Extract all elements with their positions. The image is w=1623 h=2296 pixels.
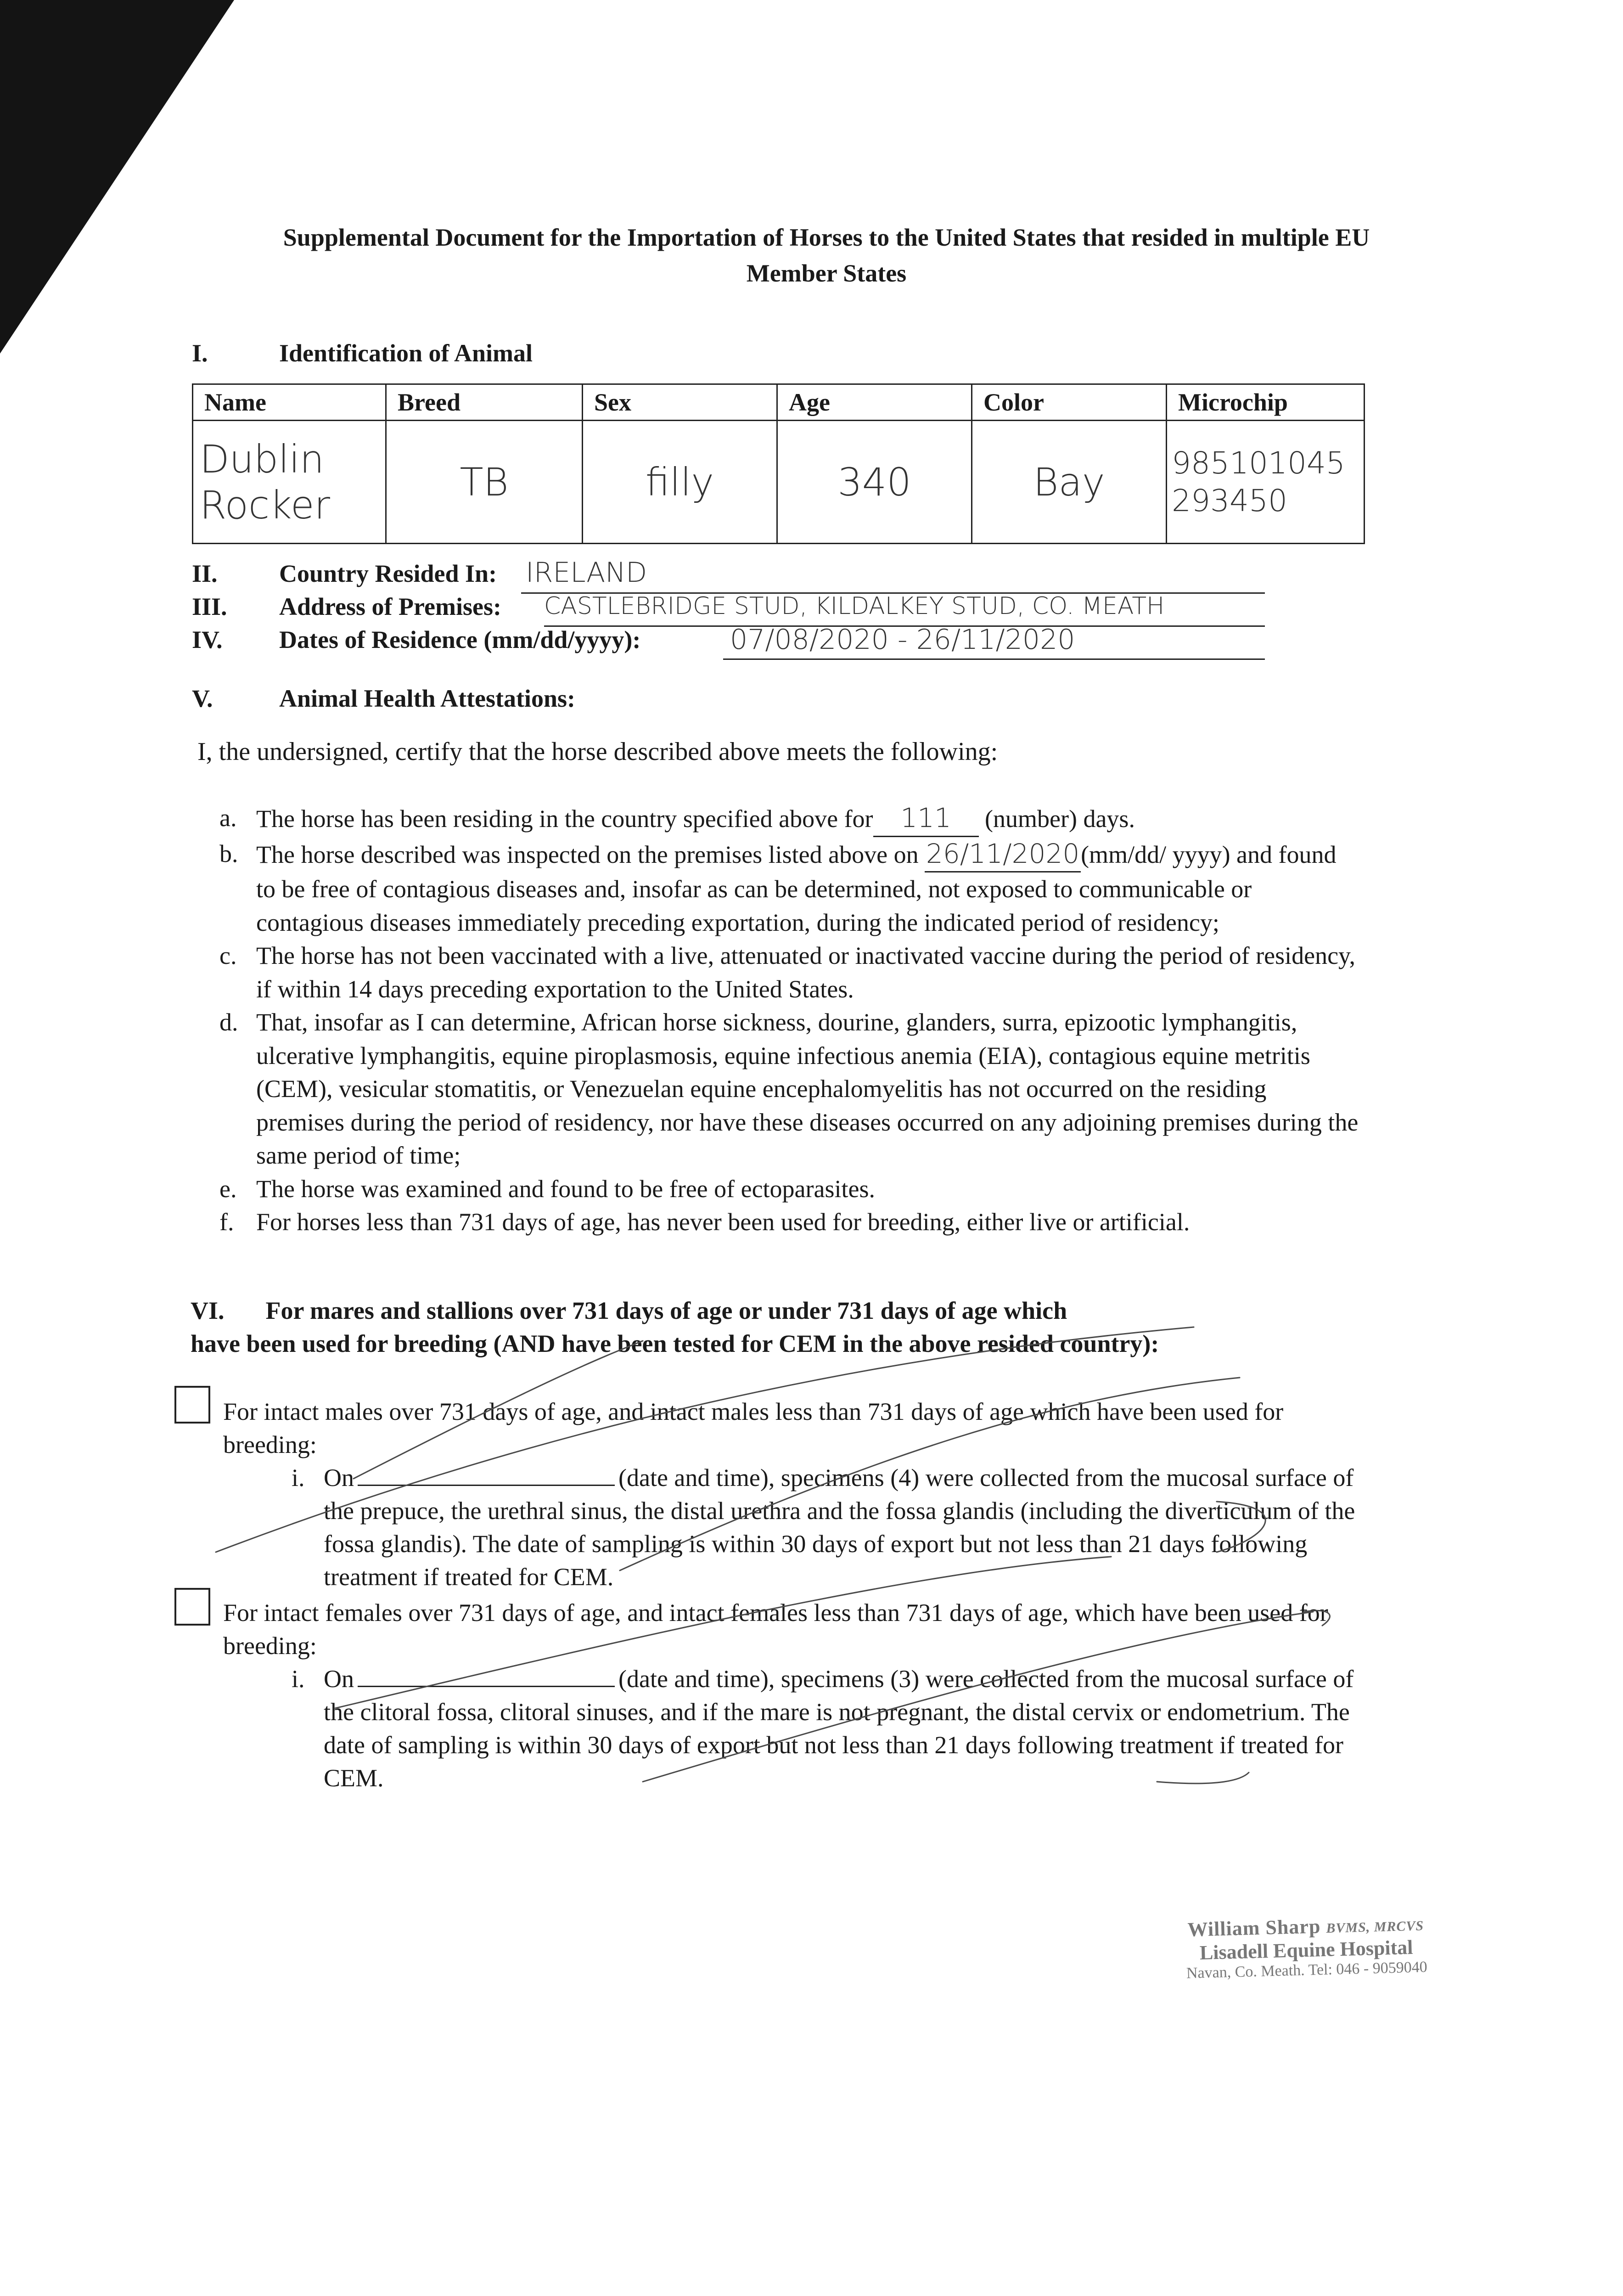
microchip-line-2: 293450 xyxy=(1172,483,1287,518)
section-title: Animal Health Attestations: xyxy=(279,685,575,712)
cell-name[interactable] xyxy=(193,421,386,544)
attestation-a xyxy=(219,801,1359,837)
dates-label: Dates of Residence (mm/dd/yyyy): xyxy=(279,626,641,653)
column-header-name: Name xyxy=(193,384,386,421)
attestation-c-text: The horse has not been vaccinated with a live, attenuated or inactivated vaccine during the period of residency, if within 14 days preceding exportation to the United States. xyxy=(256,942,1356,1003)
name-line-2: Rocker xyxy=(200,482,331,528)
stamp-address: Navan, Co. Meath. Tel: 046 - 9059040 xyxy=(1186,1958,1428,1982)
days-value: 111 xyxy=(900,802,951,833)
document-title: Supplemental Document for the Importation of Horses to the United States that resided in multiple EU Member States xyxy=(283,224,1370,287)
cell-color[interactable]: Bay xyxy=(972,421,1167,544)
section-6-heading-line-1 xyxy=(191,1294,1375,1327)
sub-item-number: i. xyxy=(292,1464,305,1491)
item-letter: a. xyxy=(219,804,237,832)
males-sub-item-text: (date and time), specimens (4) were collected from the mucosal surface of the prepuce, the urethral sinus, the distal urethra and the fossa glandis (including the diverticulum of the fossa glandis). The date of sampling is within 30 days of export but not less than 21 days following treatment if treated for CEM. xyxy=(324,1464,1355,1591)
attestation-b-pre: The horse described was inspected on the premises listed above on xyxy=(256,840,919,868)
females-paragraph: For intact females over 731 days of age, and intact females less than 731 days of age, which have been used for breeding: xyxy=(223,1599,1328,1660)
cell-age[interactable]: 340 xyxy=(777,421,972,544)
table-header-row xyxy=(193,384,1365,421)
item-letter: c. xyxy=(219,942,237,969)
section-number: III. xyxy=(192,593,227,620)
males-sample-date-field[interactable] xyxy=(358,1485,615,1486)
veterinarian-stamp xyxy=(1163,1911,1449,1983)
certification-intro: I, the undersigned, certify that the horse described above meets the following: xyxy=(197,737,998,766)
females-on-label: On xyxy=(324,1665,354,1693)
country-label: Country Resided In: xyxy=(279,560,497,587)
item-letter: f. xyxy=(219,1208,234,1236)
attestation-d xyxy=(219,1006,1359,1172)
cell-microchip[interactable] xyxy=(1167,421,1365,544)
item-letter: d. xyxy=(219,1008,238,1036)
country-value: IRELAND xyxy=(526,557,647,589)
attestation-a-pre: The horse has been residing in the country specified above for xyxy=(256,805,873,833)
stamp-credentials: BVMS, MRCVS xyxy=(1325,1918,1424,1936)
section-number: IV. xyxy=(192,626,223,653)
males-on-label: On xyxy=(324,1464,354,1491)
attestation-b-post: (mm/dd/ yyyy) and found to be free of contagious diseases and, insofar as can be determined, not exposed to communicable or contagious diseases immediately preceding exportation, during the indicated period of residency; xyxy=(256,840,1337,936)
females-sub-item-i xyxy=(292,1662,1370,1795)
females-sample-date-field[interactable] xyxy=(358,1686,615,1687)
column-header-color: Color xyxy=(972,384,1167,421)
dates-value: 07/08/2020 - 26/11/2020 xyxy=(730,624,1075,656)
attestation-f-text: For horses less than 731 days of age, has never been used for breeding, either live or artificial. xyxy=(256,1208,1190,1236)
section-number: II. xyxy=(192,560,218,587)
column-header-age: Age xyxy=(777,384,972,421)
item-letter: b. xyxy=(219,839,238,867)
females-checkbox[interactable] xyxy=(174,1588,210,1626)
table-row xyxy=(193,421,1365,544)
females-sub-item-text: (date and time), specimens (3) were collected from the mucosal surface of the clitoral fossa, clitoral sinuses, and if the mare is not pregnant, the distal cervix or endometrium. The date of sampling is within 30 days of export but not less than 21 days following treatment if treated for CEM. xyxy=(324,1665,1354,1792)
cell-breed[interactable]: TB xyxy=(386,421,583,544)
sub-item-number: i. xyxy=(292,1665,305,1693)
address-value: CASTLEBRIDGE STUD, KILDALKEY STUD, CO. MEATH xyxy=(544,592,1165,620)
attestation-f xyxy=(219,1205,1359,1239)
males-paragraph: For intact males over 731 days of age, and intact males less than 731 days of age which have been used for breeding: xyxy=(223,1398,1284,1458)
column-header-breed: Breed xyxy=(386,384,583,421)
section-6-heading xyxy=(191,1294,1375,1360)
days-field[interactable] xyxy=(873,801,979,837)
inspection-date-value: 26/11/2020 xyxy=(926,838,1080,869)
attestation-b xyxy=(219,837,1359,940)
attestation-list xyxy=(219,801,1359,1239)
section-number: I. xyxy=(192,339,208,367)
stamp-hospital: Lisadell Equine Hospital xyxy=(1199,1936,1414,1964)
attestation-a-post: (number) days. xyxy=(985,805,1135,833)
animal-identification-table xyxy=(192,383,1365,544)
address-label: Address of Premises: xyxy=(279,593,501,620)
microchip-line-1: 985101045 xyxy=(1172,445,1345,481)
cell-sex[interactable]: filly xyxy=(583,421,777,544)
stamp-name: William Sharp xyxy=(1187,1915,1321,1941)
item-letter: e. xyxy=(219,1175,237,1203)
section-number: VI. xyxy=(191,1297,225,1324)
attestation-e-text: The horse was examined and found to be free of ectoparasites. xyxy=(256,1175,875,1203)
males-checkbox[interactable] xyxy=(174,1386,210,1424)
name-line-1: Dublin xyxy=(200,436,325,482)
males-sub-item-i xyxy=(292,1461,1370,1593)
attestation-e xyxy=(219,1172,1359,1206)
column-header-sex: Sex xyxy=(583,384,777,421)
column-header-microchip: Microchip xyxy=(1167,384,1365,421)
section-number: V. xyxy=(192,685,213,712)
section-title: Identification of Animal xyxy=(279,339,533,367)
attestation-d-text: That, insofar as I can determine, African horse sickness, dourine, glanders, surra, epizootic lymphangitis, ulcerative lymphangitis, equine piroplasmosis, equine infectious anemia (EIA), contagious equine metritis (CEM), vesicular stomatitis, or Venezuelan equine encephalomyelitis has not occurred on the residing premises during the period of residency, nor have these diseases occurred on any adjoining premises during the same period of time; xyxy=(256,1008,1359,1169)
inspection-date-field[interactable] xyxy=(925,837,1081,873)
section-6-heading-part-2: have been used for breeding (AND have been tested for CEM in the above resided country): xyxy=(191,1330,1159,1357)
scan-corner-shadow xyxy=(0,0,239,358)
section-6-heading-part-1: For mares and stallions over 731 days of age or under 731 days of age which xyxy=(265,1297,1067,1324)
attestation-c xyxy=(219,939,1359,1006)
